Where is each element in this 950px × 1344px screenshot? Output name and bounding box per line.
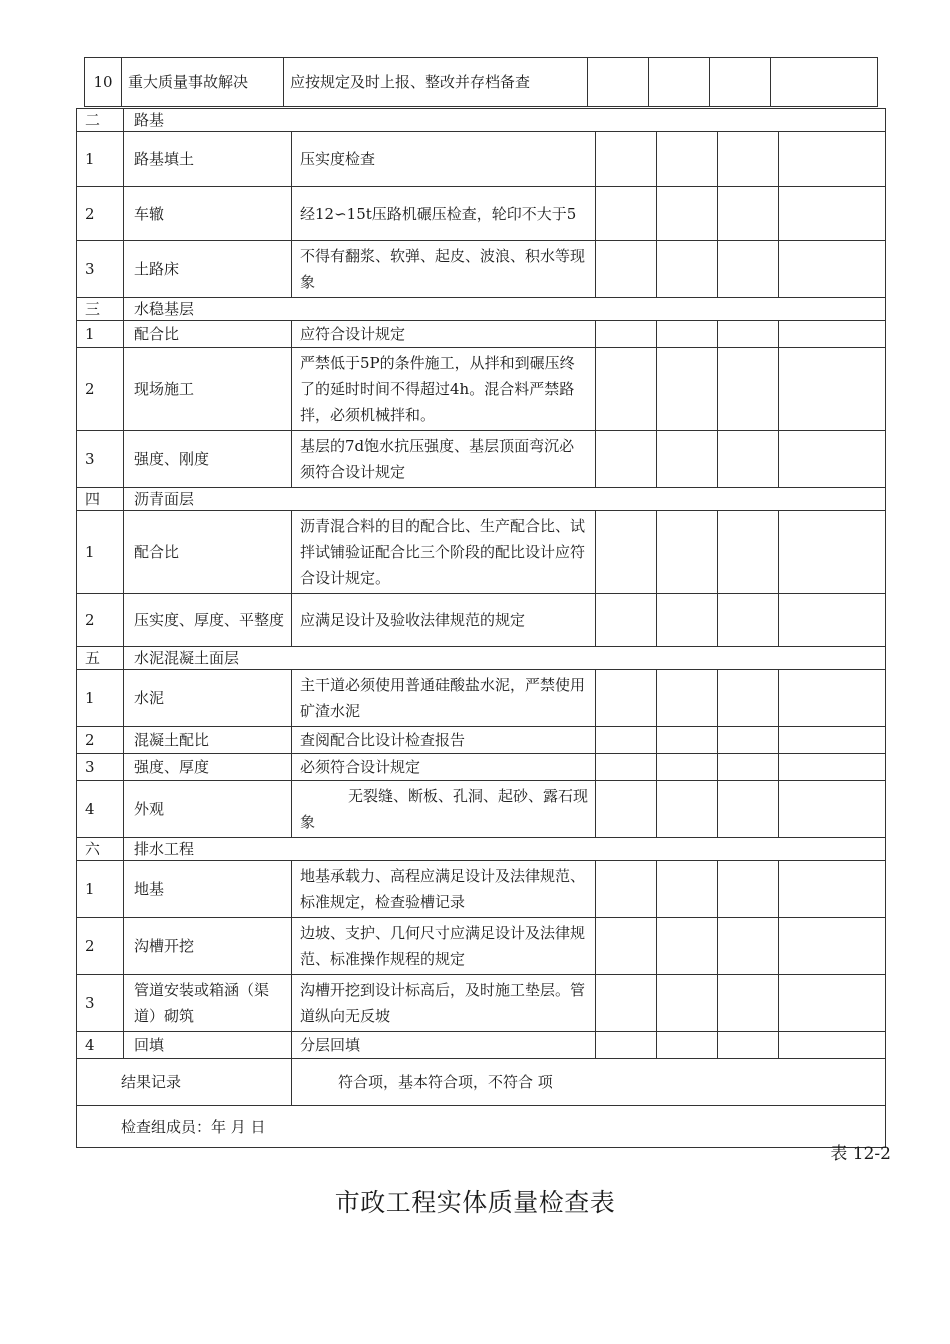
item-name: 强度、厚度 xyxy=(124,754,292,781)
check-cell xyxy=(718,594,779,647)
section-number: 三 xyxy=(77,298,124,321)
item-name: 车辙 xyxy=(124,187,292,241)
row-number: 2 xyxy=(77,187,124,241)
check-cell xyxy=(657,348,718,431)
item-name: 地基 xyxy=(124,861,292,918)
row-number: 1 xyxy=(77,670,124,727)
check-cell xyxy=(596,670,657,727)
item-requirement: 地基承载力、高程应满足设计及法律规范、标准规定，检查验槽记录 xyxy=(292,861,596,918)
table-row xyxy=(77,431,886,488)
table-row xyxy=(85,58,878,107)
check-cell xyxy=(718,918,779,975)
item-name: 沟槽开挖 xyxy=(124,918,292,975)
check-cell xyxy=(649,58,710,107)
check-cell xyxy=(718,754,779,781)
check-cell xyxy=(718,781,779,838)
item-name: 水泥 xyxy=(124,670,292,727)
check-cell xyxy=(779,781,886,838)
check-cell xyxy=(718,431,779,488)
row-number: 4 xyxy=(77,781,124,838)
check-cell xyxy=(779,241,886,298)
row-number: 3 xyxy=(77,431,124,488)
check-cell xyxy=(718,727,779,754)
row-number: 1 xyxy=(77,861,124,918)
check-cell xyxy=(779,132,886,187)
section-row xyxy=(77,298,886,321)
item-requirement: 应按规定及时上报、整改并存档备查 xyxy=(284,58,588,107)
check-cell xyxy=(657,511,718,594)
section-row xyxy=(77,488,886,511)
check-cell xyxy=(657,431,718,488)
section-row xyxy=(77,647,886,670)
row-number: 1 xyxy=(77,511,124,594)
item-name: 压实度、厚度、平整度 xyxy=(124,594,292,647)
check-cell xyxy=(718,241,779,298)
check-cell xyxy=(596,431,657,488)
check-cell xyxy=(596,918,657,975)
section-row xyxy=(77,838,886,861)
table-row xyxy=(77,321,886,348)
check-cell xyxy=(596,321,657,348)
check-cell xyxy=(718,1032,779,1059)
section-title: 沥青面层 xyxy=(124,488,886,511)
table-row xyxy=(77,727,886,754)
item-requirement: 必须符合设计规定 xyxy=(292,754,596,781)
check-cell xyxy=(657,132,718,187)
check-cell xyxy=(779,187,886,241)
members-label: 检查组成员：年 月 日 xyxy=(77,1106,886,1148)
section-number: 五 xyxy=(77,647,124,670)
row-number: 2 xyxy=(77,348,124,431)
table-number: 表 12-2 xyxy=(830,1144,891,1164)
check-cell xyxy=(596,727,657,754)
check-cell xyxy=(779,727,886,754)
item-requirement: 基层的7d饱水抗压强度、基层顶面弯沉必须符合设计规定 xyxy=(292,431,596,488)
table-row xyxy=(77,861,886,918)
check-cell xyxy=(596,594,657,647)
item-requirement: 沟槽开挖到设计标高后，及时施工垫层。管道纵向无反坡 xyxy=(292,975,596,1032)
check-cell xyxy=(779,754,886,781)
result-text: 符合项，基本符合项，不符合 项 xyxy=(292,1059,886,1106)
check-cell xyxy=(779,431,886,488)
check-cell xyxy=(657,594,718,647)
page-title: 市政工程实体质量检查表 xyxy=(334,1188,616,1217)
check-cell xyxy=(718,348,779,431)
check-cell xyxy=(596,754,657,781)
check-cell xyxy=(596,241,657,298)
check-cell xyxy=(596,861,657,918)
table-row xyxy=(77,511,886,594)
check-cell xyxy=(588,58,649,107)
check-cell xyxy=(657,1032,718,1059)
section-title: 水泥混凝土面层 xyxy=(124,647,886,670)
inspection-table xyxy=(76,108,886,1148)
row-number: 4 xyxy=(77,1032,124,1059)
check-cell xyxy=(596,975,657,1032)
check-cell xyxy=(657,781,718,838)
item-name: 强度、刚度 xyxy=(124,431,292,488)
item-requirement: 边坡、支护、几何尺寸应满足设计及法律规范、标准操作规程的规定 xyxy=(292,918,596,975)
section-row xyxy=(77,109,886,132)
result-label: 结果记录 xyxy=(77,1059,292,1106)
check-cell xyxy=(657,918,718,975)
check-cell xyxy=(657,975,718,1032)
check-cell xyxy=(657,754,718,781)
table-row xyxy=(77,1032,886,1059)
table-row xyxy=(77,670,886,727)
row-number: 3 xyxy=(77,754,124,781)
check-cell xyxy=(779,975,886,1032)
item-requirement: 压实度检查 xyxy=(292,132,596,187)
check-cell xyxy=(718,187,779,241)
check-cell xyxy=(779,1032,886,1059)
check-cell xyxy=(779,348,886,431)
item-requirement: 严禁低于5P的条件施工，从拌和到碾压终了的延时时间不得超过4h。混合料严禁路拌，必须机械拌和。 xyxy=(292,348,596,431)
table-row xyxy=(77,241,886,298)
item-name: 现场施工 xyxy=(124,348,292,431)
table-row xyxy=(77,348,886,431)
item-name: 土路床 xyxy=(124,241,292,298)
check-cell xyxy=(718,861,779,918)
check-cell xyxy=(779,670,886,727)
table-row xyxy=(77,781,886,838)
check-cell xyxy=(657,727,718,754)
check-cell xyxy=(718,511,779,594)
check-cell xyxy=(718,975,779,1032)
check-cell xyxy=(596,187,657,241)
row-number: 3 xyxy=(77,975,124,1032)
table-row xyxy=(77,594,886,647)
row-number: 2 xyxy=(77,594,124,647)
table-row xyxy=(77,975,886,1032)
check-cell xyxy=(657,241,718,298)
item-requirement: 查阅配合比设计检查报告 xyxy=(292,727,596,754)
check-cell xyxy=(779,511,886,594)
check-cell xyxy=(657,861,718,918)
check-cell xyxy=(596,511,657,594)
section-number: 四 xyxy=(77,488,124,511)
check-cell xyxy=(779,321,886,348)
members-row xyxy=(77,1106,886,1148)
row-number: 10 xyxy=(85,58,122,107)
result-row xyxy=(77,1059,886,1106)
check-cell xyxy=(657,670,718,727)
check-cell xyxy=(657,187,718,241)
item-requirement: 无裂缝、断板、孔洞、起砂、露石现象 xyxy=(292,781,596,838)
item-name: 配合比 xyxy=(124,511,292,594)
section-number: 六 xyxy=(77,838,124,861)
check-cell xyxy=(718,321,779,348)
item-requirement: 分层回填 xyxy=(292,1032,596,1059)
check-cell xyxy=(657,321,718,348)
row-number: 2 xyxy=(77,727,124,754)
row-number: 1 xyxy=(77,321,124,348)
check-cell xyxy=(596,348,657,431)
section-title: 路基 xyxy=(124,109,886,132)
item-name: 回填 xyxy=(124,1032,292,1059)
top-table xyxy=(84,57,878,107)
item-name: 管道安装或箱涵（渠道）砌筑 xyxy=(124,975,292,1032)
section-title: 水稳基层 xyxy=(124,298,886,321)
check-cell xyxy=(596,1032,657,1059)
item-requirement: 沥青混合料的目的配合比、生产配合比、试拌试铺验证配合比三个阶段的配比设计应符合设计规定。 xyxy=(292,511,596,594)
table-row xyxy=(77,918,886,975)
item-requirement: 主干道必须使用普通硅酸盐水泥，严禁使用矿渣水泥 xyxy=(292,670,596,727)
table-row xyxy=(77,187,886,241)
section-title: 排水工程 xyxy=(124,838,886,861)
item-requirement: 经12∽15t压路机碾压检查，轮印不大于5 xyxy=(292,187,596,241)
check-cell xyxy=(596,132,657,187)
check-cell xyxy=(779,861,886,918)
item-name: 外观 xyxy=(124,781,292,838)
row-number: 1 xyxy=(77,132,124,187)
item-requirement: 应满足设计及验收法律规范的规定 xyxy=(292,594,596,647)
row-number: 2 xyxy=(77,918,124,975)
check-cell xyxy=(596,781,657,838)
table-row xyxy=(77,132,886,187)
check-cell xyxy=(779,594,886,647)
item-name: 重大质量事故解决 xyxy=(122,58,284,107)
item-name: 配合比 xyxy=(124,321,292,348)
check-cell xyxy=(771,58,878,107)
item-name: 混凝土配比 xyxy=(124,727,292,754)
item-requirement: 不得有翻浆、软弹、起皮、波浪、积水等现象 xyxy=(292,241,596,298)
table-row xyxy=(77,754,886,781)
item-requirement: 应符合设计规定 xyxy=(292,321,596,348)
check-cell xyxy=(718,670,779,727)
check-cell xyxy=(779,918,886,975)
section-number: 二 xyxy=(77,109,124,132)
row-number: 3 xyxy=(77,241,124,298)
item-name: 路基填土 xyxy=(124,132,292,187)
check-cell xyxy=(718,132,779,187)
check-cell xyxy=(710,58,771,107)
